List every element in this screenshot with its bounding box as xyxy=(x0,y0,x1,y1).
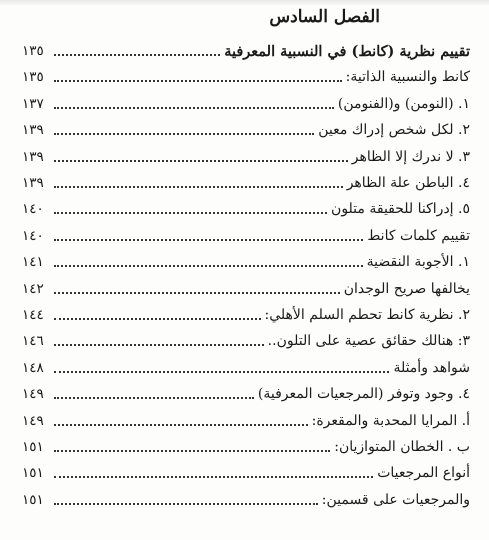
dot-leader xyxy=(54,239,364,241)
dot-leader xyxy=(54,186,343,188)
toc-entry-title: تقييم نظرية (كانط) في النسبية المعرفية xyxy=(224,42,470,60)
toc-entry xyxy=(22,64,470,90)
toc-page-number: ١٤٩ xyxy=(22,412,44,429)
toc-entry-title: يخالفها صريح الوجدان xyxy=(343,280,470,297)
toc-entry-title: ٤. وجود وتوفر (المرجعيات المعرفية) xyxy=(257,386,470,403)
toc-entry xyxy=(22,249,470,275)
page-top-edge xyxy=(0,0,489,6)
dot-leader xyxy=(54,212,327,214)
toc-entry xyxy=(22,434,470,460)
dot-leader xyxy=(54,318,261,320)
toc-page-number: ١٥١ xyxy=(22,439,44,455)
toc-entry-title: ب . الخطان المتوازيان: xyxy=(334,439,470,455)
toc-entry xyxy=(22,460,470,486)
toc-entry xyxy=(22,355,470,381)
toc-page-number: ١٤٠ xyxy=(22,227,44,244)
toc-page-number: ١٣٩ xyxy=(22,175,44,191)
toc-entry xyxy=(22,487,470,513)
dot-leader xyxy=(54,424,308,426)
toc-entry-title: والمرجعيات على قسمين: xyxy=(321,491,470,508)
toc-entry-title: ٤. الباطن علة الظاهر xyxy=(346,175,470,191)
dot-leader xyxy=(54,450,331,452)
toc-entry-title: أ. المرايا المحدبة والمقعرة: xyxy=(311,412,470,429)
toc-entry-title: ٢. نظرية كانط تحطم السلم الأهلي: xyxy=(264,307,470,323)
toc-entry-title: شواهد وأمثلة xyxy=(393,359,470,376)
toc-page-number: ١٤٦ xyxy=(22,333,44,350)
toc-entry xyxy=(22,117,470,143)
chapter-title: الفصل السادس xyxy=(269,7,380,27)
toc-page-number: ١٣٥ xyxy=(22,43,44,59)
toc-entry xyxy=(22,328,470,354)
toc-page-number: ١٥١ xyxy=(22,465,44,482)
dot-leader xyxy=(54,344,264,346)
toc-entry xyxy=(22,91,470,117)
toc-page-number: ١٤٨ xyxy=(22,359,44,376)
dot-leader xyxy=(54,503,318,505)
dot-leader xyxy=(54,476,373,478)
dot-leader xyxy=(54,54,220,56)
toc-page-number: ١٤١ xyxy=(22,254,44,271)
toc-page-number: ١٣٥ xyxy=(22,69,44,86)
toc-entry-title: كانط والنسبية الذاتية: xyxy=(345,69,470,86)
toc-entry xyxy=(22,144,470,170)
toc-page-number: ١٤٠ xyxy=(22,201,44,218)
toc-entry-title: ٥. إدراكنا للحقيقة متلون xyxy=(331,201,470,218)
toc-entry-title: تقييم كلمات كانط xyxy=(367,227,470,244)
dot-leader xyxy=(54,265,363,267)
dot-leader xyxy=(54,371,390,373)
toc-entry-title: ٣. لا ندرك إلا الظاهر xyxy=(351,148,470,165)
dot-leader xyxy=(54,80,342,82)
toc-entry xyxy=(22,408,470,434)
toc-page-number: ١٤٤ xyxy=(22,307,44,323)
toc-entry xyxy=(22,276,470,302)
toc-entry xyxy=(22,302,470,328)
dot-leader xyxy=(54,133,314,135)
toc-entry xyxy=(22,223,470,249)
toc-entry-title: ٢. لكل شخص إدراك معين xyxy=(318,122,470,139)
toc-entry xyxy=(22,170,470,196)
dot-leader xyxy=(54,107,334,109)
toc-entry xyxy=(22,381,470,407)
toc-page-number: ١٤٩ xyxy=(22,386,44,403)
toc-entry-title: ١. الأجوبة النقضية xyxy=(366,254,470,271)
toc-entry-title: أنواع المرجعيات xyxy=(377,465,470,482)
dot-leader xyxy=(54,292,340,294)
toc-entry-title: ٣: هنالك حقائق عصية على التلون.. xyxy=(267,333,470,350)
dot-leader xyxy=(54,160,348,162)
toc-entry-title: ١. (النومن) و(الفنومن) xyxy=(337,95,470,112)
toc-page-number: ١٤٢ xyxy=(22,280,44,297)
toc-page-number: ١٣٩ xyxy=(22,148,44,165)
dot-leader xyxy=(54,397,254,399)
toc-entry xyxy=(22,38,470,64)
toc-page-number: ١٥١ xyxy=(22,491,44,508)
toc-page-number: ١٣٧ xyxy=(22,95,44,112)
toc-page-number: ١٣٩ xyxy=(22,122,44,139)
toc-entry xyxy=(22,196,470,222)
